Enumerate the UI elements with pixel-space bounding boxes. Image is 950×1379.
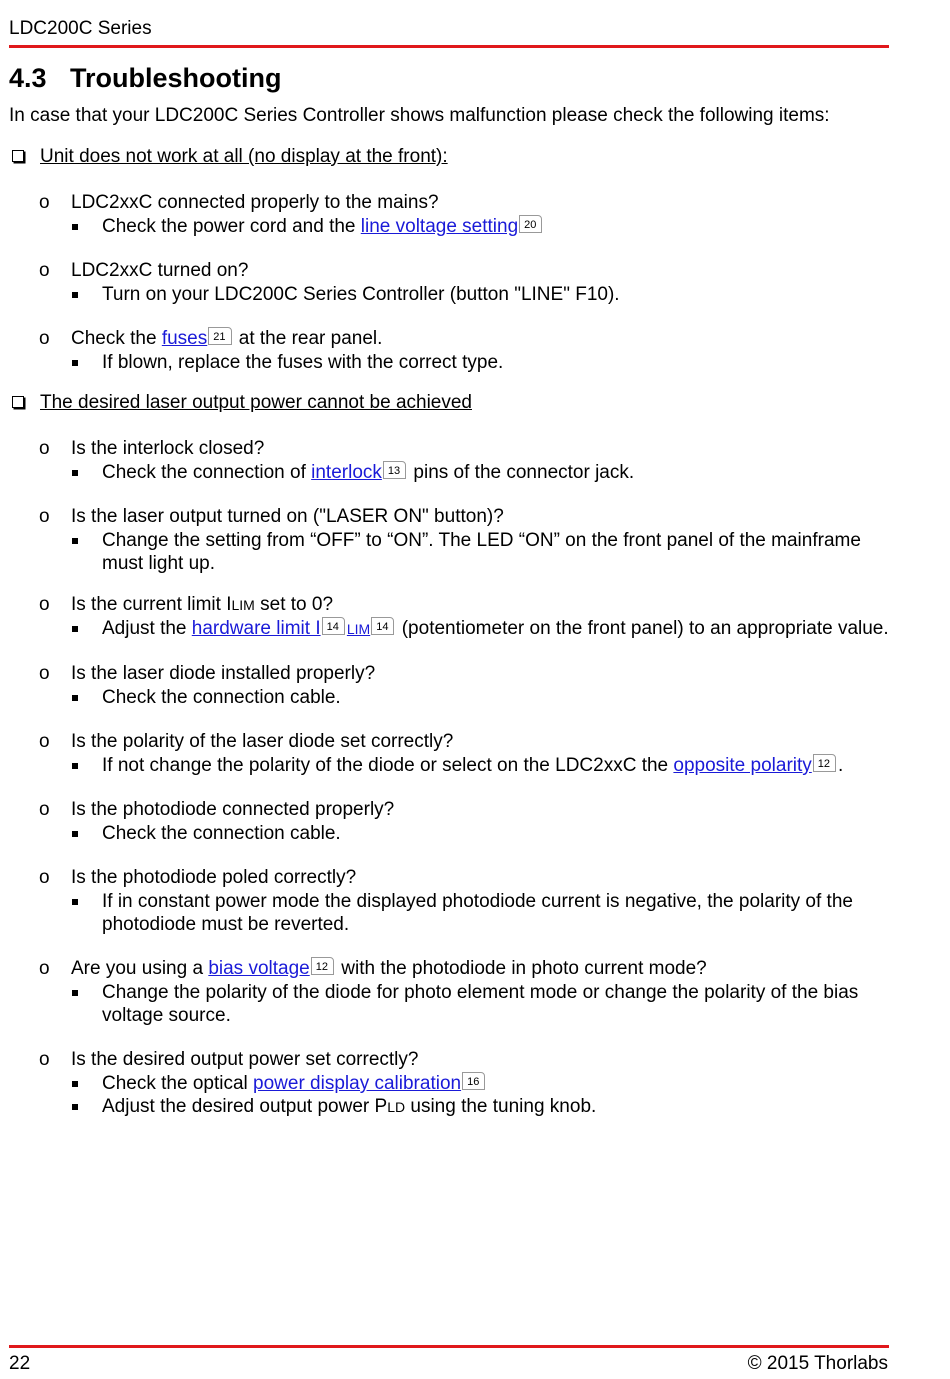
link-interlock[interactable]: interlock	[311, 462, 382, 483]
page-reference-icon[interactable]: 16	[462, 1072, 485, 1090]
square-bullet-icon	[72, 538, 78, 544]
check-item: If blown, replace the fuses with the correct type.	[9, 351, 889, 374]
checkbox-bullet-icon	[12, 150, 24, 162]
copyright: © 2015 Thorlabs	[747, 1353, 888, 1374]
link-power-display-calibration[interactable]: power display calibration	[253, 1073, 462, 1094]
circle-bullet-icon: o	[39, 799, 50, 820]
check-item: Change the setting from “OFF” to “ON”. The LED “ON” on the front panel of the mainframe must light up.	[9, 529, 889, 575]
group-heading: The desired laser output power cannot be achieved	[40, 392, 472, 413]
circle-bullet-icon: o	[39, 867, 50, 888]
check-item: If in constant power mode the displayed photodiode current is negative, the polarity of the photodiode must be reverted.	[9, 890, 889, 936]
check-item: Check the connection of interlock 13 pins of the connector jack.	[9, 461, 889, 484]
link-line-voltage-setting[interactable]: line voltage setting	[360, 216, 519, 237]
link-opposite-polarity[interactable]: opposite polarity	[673, 755, 812, 776]
check-item: Check the connection cable.	[9, 822, 889, 845]
check-item: Change the polarity of the diode for photo element mode or change the polarity of the bias voltage source.	[9, 981, 889, 1027]
circle-bullet-icon: o	[39, 1049, 50, 1070]
question-item: o Is the interlock closed?	[39, 438, 265, 459]
question-item: o LDC2xxC turned on?	[39, 260, 249, 281]
square-bullet-icon	[72, 899, 78, 905]
link-hardware-limit[interactable]: hardware limit I	[191, 618, 321, 639]
running-header: LDC200C Series	[9, 18, 152, 39]
section-title: Troubleshooting	[70, 63, 282, 93]
question-item: o Is the polarity of the laser diode set correctly?	[39, 731, 454, 752]
group-heading: Unit does not work at all (no display at the front):	[40, 146, 448, 167]
link-fuses[interactable]: fuses	[161, 328, 208, 349]
page-content	[9, 60, 889, 1119]
circle-bullet-icon: o	[39, 260, 50, 281]
square-bullet-icon	[72, 990, 78, 996]
check-item: Check the optical power display calibration 16	[9, 1072, 889, 1095]
check-item: Check the connection cable.	[9, 686, 889, 709]
circle-bullet-icon: o	[39, 438, 50, 459]
page-reference-icon[interactable]: 13	[383, 461, 406, 479]
square-bullet-icon	[72, 224, 78, 230]
page-number: 22	[9, 1353, 31, 1374]
square-bullet-icon	[72, 360, 78, 366]
question-item: o Is the desired output power set correctly?	[39, 1049, 419, 1070]
square-bullet-icon	[72, 626, 78, 632]
section-number: 4.3	[9, 63, 47, 93]
question-item: o Check the fuses 21 at the rear panel.	[39, 328, 383, 349]
check-item: Adjust the desired output power PLD using the tuning knob.	[9, 1095, 889, 1119]
intro-paragraph: In case that your LDC200C Series Controller shows malfunction please check the following items:	[9, 105, 830, 126]
header-rule	[9, 45, 889, 48]
circle-bullet-icon: o	[39, 192, 50, 213]
question-item: o Are you using a bias voltage 12 with the photodiode in photo current mode?	[39, 958, 707, 979]
circle-bullet-icon: o	[39, 663, 50, 684]
check-item: If not change the polarity of the diode or select on the LDC2xxC the opposite polarity 12 .	[9, 754, 889, 777]
square-bullet-icon	[72, 695, 78, 701]
checklist-group-no-display	[9, 145, 889, 169]
check-item: Adjust the hardware limit I 14 LIM 14 (potentiometer on the front panel) to an appropriate value.	[9, 617, 889, 641]
checklist-group-laser-power	[9, 391, 889, 415]
page-reference-icon[interactable]: 14	[371, 617, 394, 635]
question-item: o Is the photodiode connected properly?	[39, 799, 395, 820]
circle-bullet-icon: o	[39, 731, 50, 752]
check-item: Turn on your LDC200C Series Controller (button "LINE" F10).	[9, 283, 889, 306]
square-bullet-icon	[72, 1104, 78, 1110]
circle-bullet-icon: o	[39, 594, 50, 615]
page-reference-icon[interactable]: 12	[813, 754, 836, 772]
circle-bullet-icon: o	[39, 328, 50, 349]
square-bullet-icon	[72, 831, 78, 837]
question-item: o Is the current limit ILIM set to 0?	[39, 594, 334, 615]
circle-bullet-icon: o	[39, 958, 50, 979]
square-bullet-icon	[72, 1081, 78, 1087]
square-bullet-icon	[72, 292, 78, 298]
square-bullet-icon	[72, 763, 78, 769]
section-heading	[9, 60, 889, 96]
checkbox-bullet-icon	[12, 396, 24, 408]
question-item: o LDC2xxC connected properly to the mains?	[39, 192, 439, 213]
question-item: o Is the laser diode installed properly?	[39, 663, 376, 684]
link-lim[interactable]: LIM	[346, 621, 371, 637]
footer-rule	[9, 1345, 889, 1348]
check-item: Check the power cord and the line voltage setting 20	[9, 215, 889, 238]
page-reference-icon[interactable]: 14	[322, 617, 345, 635]
page-reference-icon[interactable]: 12	[311, 957, 334, 975]
square-bullet-icon	[72, 470, 78, 476]
question-item: o Is the laser output turned on ("LASER ON" button)?	[39, 506, 504, 527]
question-item: o Is the photodiode poled correctly?	[39, 867, 357, 888]
page-reference-icon[interactable]: 20	[519, 215, 542, 233]
circle-bullet-icon: o	[39, 506, 50, 527]
page-reference-icon[interactable]: 21	[208, 327, 231, 345]
link-bias-voltage[interactable]: bias voltage	[208, 958, 310, 979]
